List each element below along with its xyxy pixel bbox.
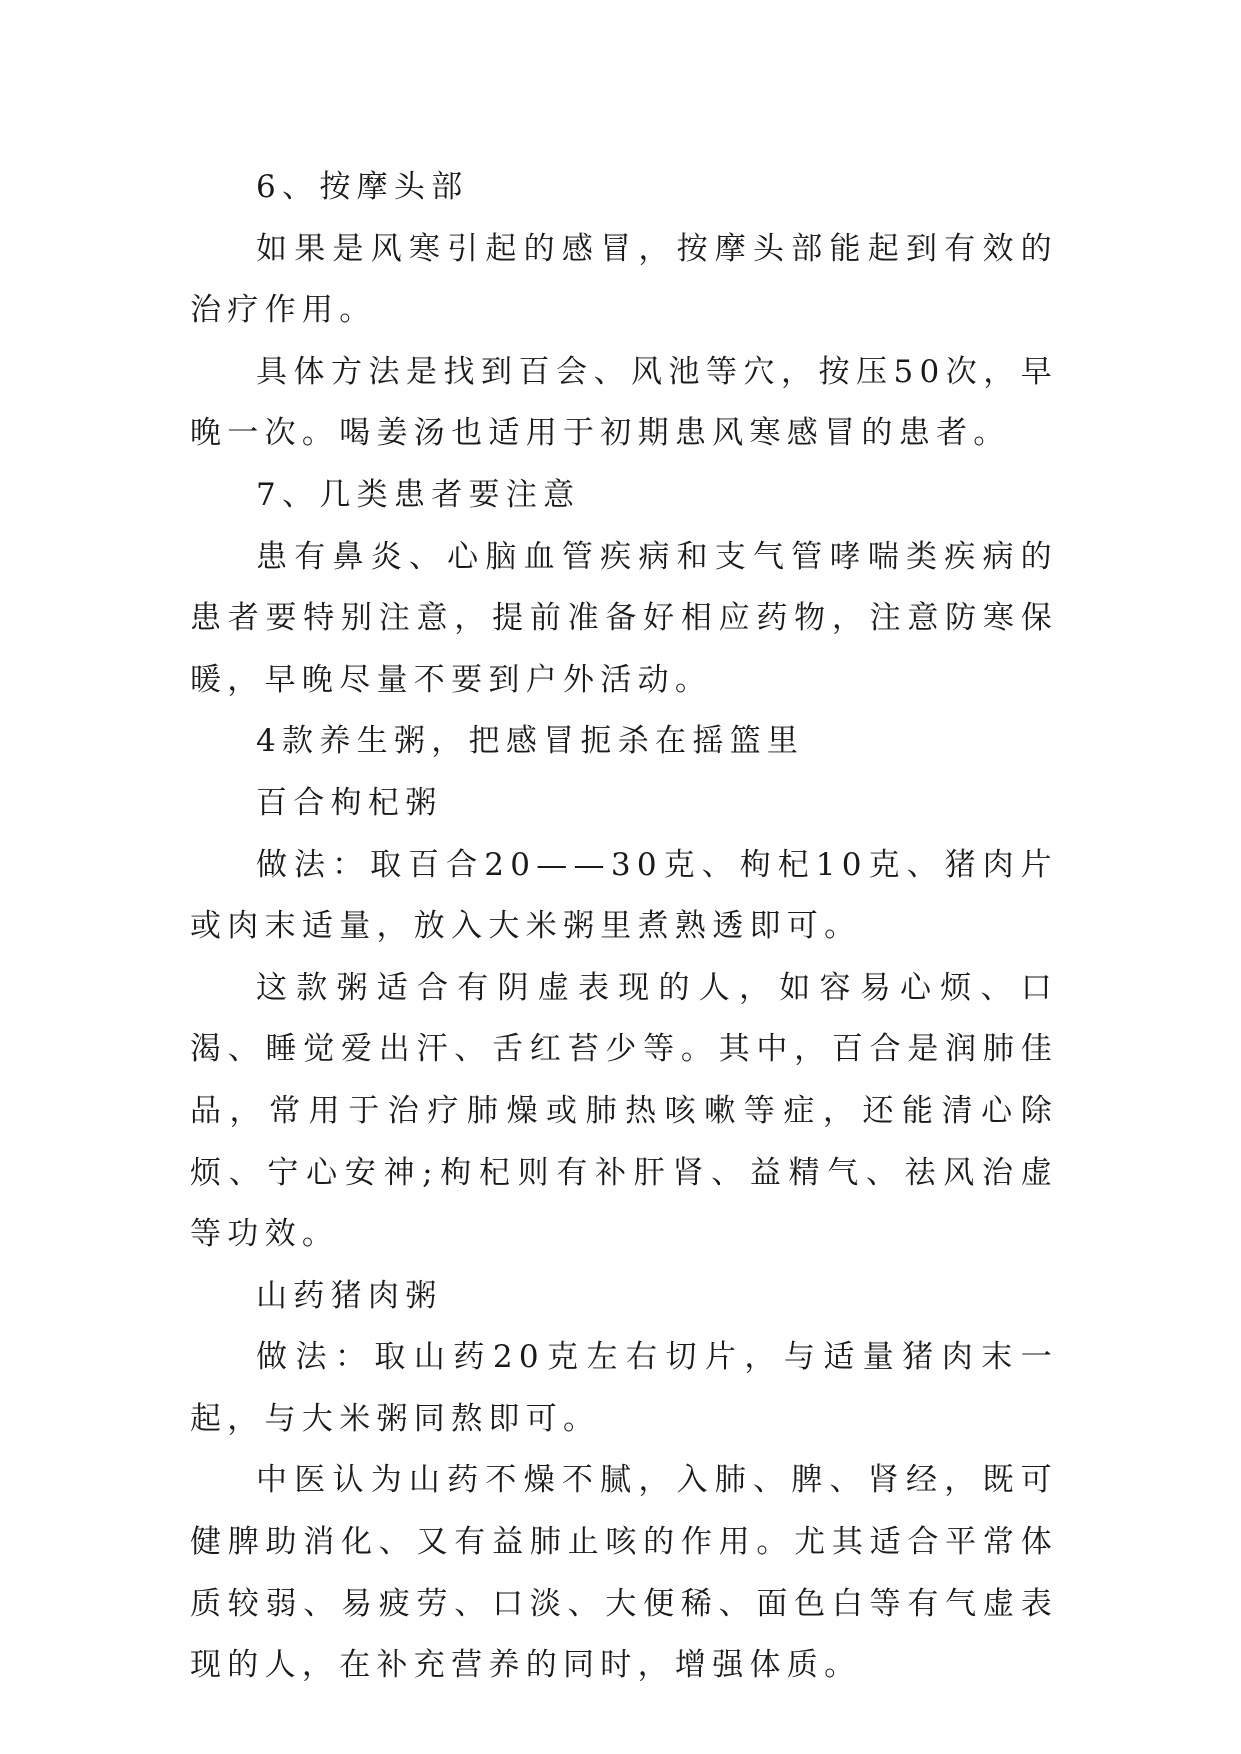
heading-lily-goji-porridge: 百合枸杞粥 xyxy=(256,784,443,821)
heading-massage-head: 6、按摩头部 xyxy=(256,169,469,205)
paragraph-yam-pork-benefit: 中医认为山药不燥不腻，入肺、脾、肾经，既可健脾助消化、又有益肺止咳的作用。尤其适合平常体质较弱、易疲劳、口淡、大便稀、面色白等有气虚表现的人，在补充营养的同时，增强体质。 xyxy=(190,1462,1058,1684)
document-body xyxy=(190,157,1058,1697)
heading-four-porridges: 4款养生粥，把感冒扼杀在摇篮里 xyxy=(256,723,805,760)
paragraph-patients-caution: 患有鼻炎、心脑血管疾病和支气管哮喘类疾病的患者要特别注意，提前准备好相应药物，注意防寒保暖，早晚尽量不要到户外活动。 xyxy=(190,538,1058,698)
heading-yam-pork-porridge: 山药猪肉粥 xyxy=(256,1277,443,1314)
paragraph-lily-goji-method: 做法：取百合20——30克、枸杞10克、猪肉片或肉末适量，放入大米粥里煮熟透即可。 xyxy=(190,846,1058,945)
heading-patients-caution: 7、几类患者要注意 xyxy=(256,476,581,513)
paragraph-massage-effect: 如果是风寒引起的感冒，按摩头部能起到有效的治疗作用。 xyxy=(190,230,1058,329)
paragraph-lily-goji-benefit: 这款粥适合有阴虚表现的人，如容易心烦、口渴、睡觉爱出汗、舌红苔少等。其中，百合是润肺佳品，常用于治疗肺燥或肺热咳嗽等症，还能清心除烦、宁心安神;枸杞则有补肝肾、益精气、祛风治虚等功效。 xyxy=(190,969,1058,1253)
paragraph-massage-method: 具体方法是找到百会、风池等穴，按压50次，早晚一次。喝姜汤也适用于初期患风寒感冒的患者。 xyxy=(190,353,1058,452)
paragraph-yam-pork-method: 做法：取山药20克左右切片，与适量猪肉末一起，与大米粥同熬即可。 xyxy=(190,1339,1058,1437)
